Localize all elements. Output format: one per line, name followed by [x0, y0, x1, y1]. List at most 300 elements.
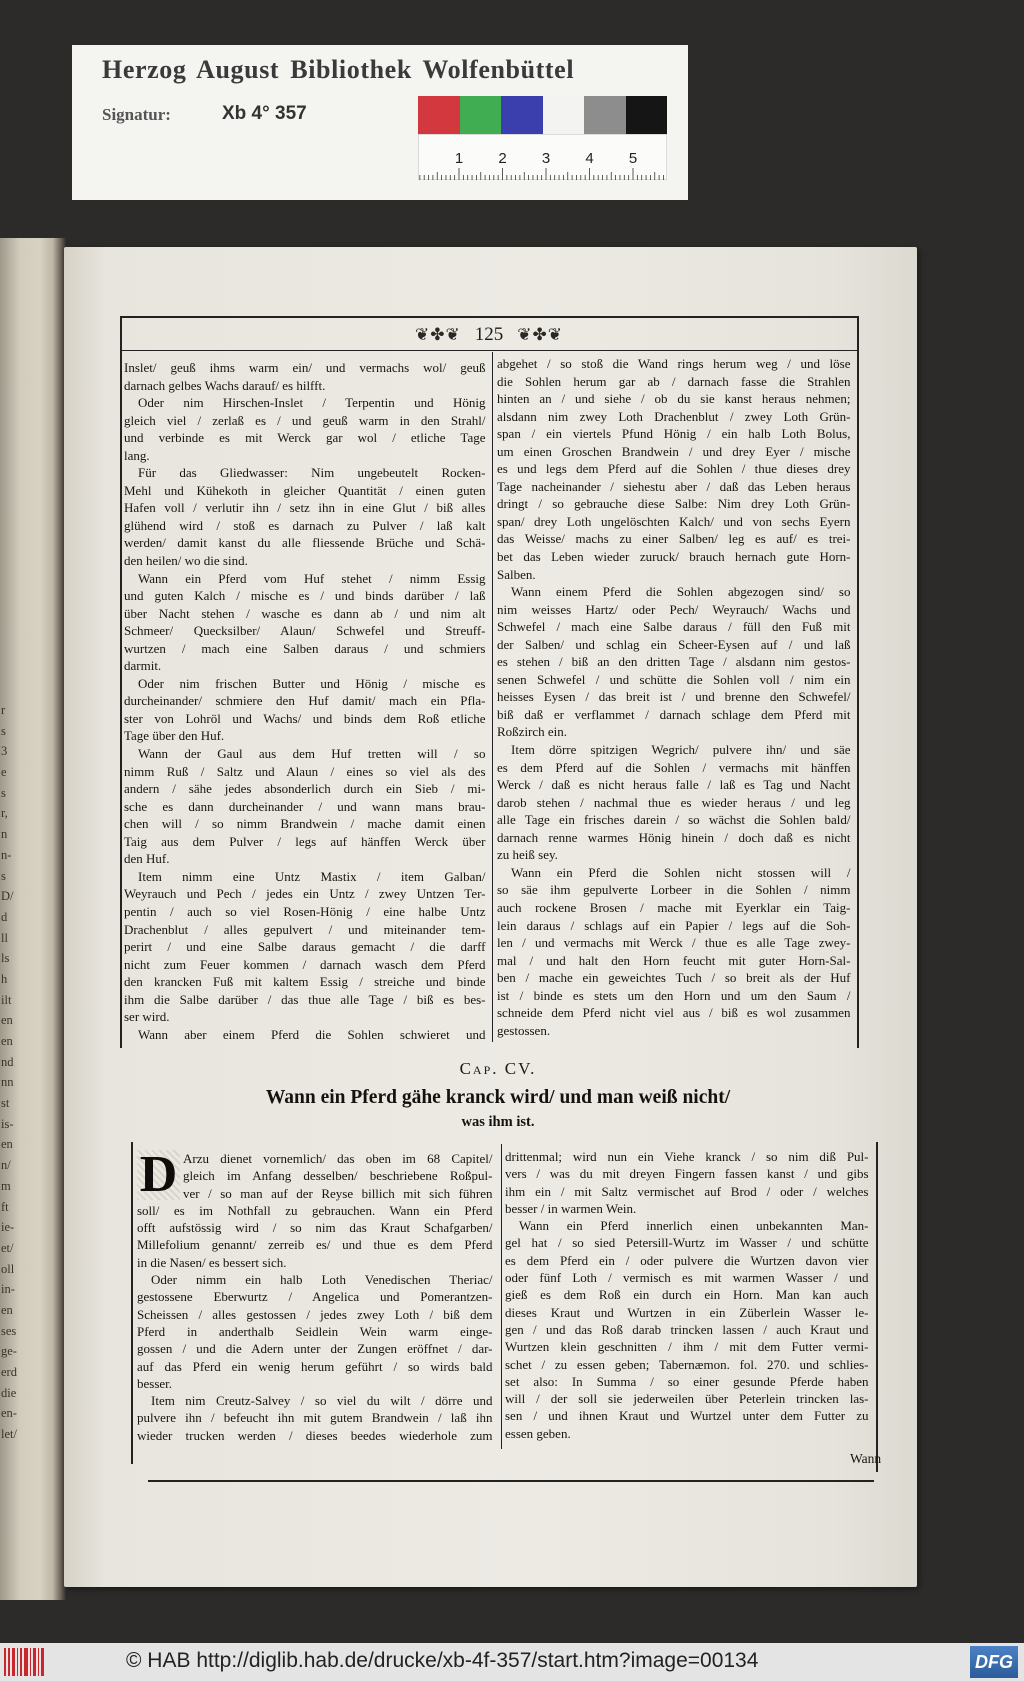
text-line	[505, 1252, 869, 1269]
paragraph-first-line	[505, 1217, 869, 1234]
chapter-title-line-1: Wann ein Pferd gähe kranck wird/ und man weiß nicht/	[265, 1087, 731, 1108]
line-text: und guten Kalch / mische es / und binds darüber / laß	[124, 588, 486, 604]
line-text: Item nimm eine Untz Mastix / item Galban/	[138, 868, 486, 884]
text-fragment: ses	[1, 1323, 17, 1338]
line-text: biß daß er verflammet / darnach schlage dem Pferd mit	[497, 706, 851, 722]
text-line	[124, 377, 486, 395]
text-fragment: nn	[1, 1075, 14, 1090]
ruler-label: 2	[498, 150, 507, 167]
text-line	[124, 517, 486, 535]
line-text: glühend wird / stoß es darnach zu Pulver / laß kalt	[124, 517, 486, 533]
text-line	[497, 987, 851, 1005]
line-text: und verbinde es mit Werck gar wol / etliche Tage	[124, 430, 486, 446]
text-line	[497, 530, 851, 548]
line-text: darmit.	[124, 658, 162, 674]
text-line	[505, 1390, 869, 1407]
color-patch	[584, 96, 626, 134]
facing-page-text-fragments	[1, 700, 31, 1445]
line-text: nim weisses Hartz/ oder Pech/ Weyrauch/ Wachs und	[497, 601, 851, 617]
text-fragment: die	[1, 1385, 17, 1400]
text-line	[505, 1165, 869, 1182]
text-line	[124, 499, 486, 517]
line-text: Wann ein Pferd die Sohlen nicht stossen will /	[511, 864, 851, 880]
text-fragment: ll	[1, 930, 8, 945]
line-text: nicht zum Feuer kommen / darnach wasch dem Pferd	[124, 956, 486, 972]
text-line	[124, 482, 486, 500]
upper-left-column	[124, 359, 486, 1043]
text-line	[124, 710, 486, 728]
text-line	[137, 1202, 493, 1219]
line-text: pentin / auch so viel Rosen-Hönig / eine halbe Untz	[124, 903, 486, 919]
text-line	[497, 495, 851, 513]
text-fragment: s	[1, 723, 6, 738]
text-line	[137, 1236, 493, 1253]
paragraph-first-line	[124, 868, 486, 886]
line-text: offt aufstössig wird / so nim das Kraut Schafgarben/	[137, 1220, 493, 1236]
text-line	[497, 881, 851, 899]
line-text: das Weisse/ machs zu einer Salben/ leg es auf/ es trei-	[497, 531, 851, 547]
color-patch	[460, 96, 502, 134]
line-text: essen geben.	[505, 1425, 571, 1441]
lower-column-divider	[501, 1144, 502, 1449]
upper-right-column	[497, 355, 851, 1039]
text-line	[497, 1022, 851, 1040]
line-text: ser wird.	[124, 1009, 170, 1025]
text-fragment: d	[1, 909, 8, 924]
line-text: darob stehen / nachmal thue es wieder heraus / und leg	[497, 794, 851, 810]
text-line	[124, 798, 486, 816]
line-text: schet / zu essen geben; Tabernæmon. fol. 270. und schlies-	[505, 1356, 869, 1372]
line-text: soll/ es im Nothfall zu gebrauchen. Wann ein Pferd	[137, 1202, 493, 1218]
text-line	[505, 1269, 869, 1286]
line-text: gestossene Eberwurtz / Angelica und Pomerantzen-	[137, 1289, 493, 1305]
chapter-title-line-2: was ihm ist.	[461, 1114, 535, 1130]
line-text: dringt / so gebrauche diese Salbe: Nim drey Loth Grün-	[497, 496, 851, 512]
line-text: Salben.	[497, 566, 536, 582]
line-text: wieder trucken werden / dieses beedes wiederhole zum	[137, 1427, 493, 1443]
text-fragment: erd	[1, 1365, 17, 1379]
dfg-logo: DFG	[970, 1646, 1018, 1678]
text-line	[124, 815, 486, 833]
running-head	[120, 321, 858, 349]
line-text: es stehen / biß an den dritten Tage / alsdann nim gestos-	[497, 654, 851, 670]
line-text: nimm Ruß / Saltz und Alaun / eines so viel als des	[124, 763, 486, 779]
text-line	[137, 1427, 493, 1444]
drop-cap: D	[137, 1150, 180, 1200]
text-line	[497, 618, 851, 636]
text-line	[505, 1234, 869, 1251]
text-fragment: s	[1, 868, 6, 883]
lower-right-column	[505, 1148, 869, 1442]
text-line	[497, 373, 851, 391]
text-line	[497, 969, 851, 987]
lower-frame-right-rule	[876, 1142, 878, 1472]
frame-top-rule	[120, 316, 858, 318]
line-text: perirt / und eine Salbe daraus gemacht / die darff	[124, 939, 486, 955]
copyright-url-link[interactable]: © HAB http://diglib.hab.de/drucke/xb-4f-357/start.htm?image=00134	[126, 1649, 759, 1672]
paragraph-first-line	[124, 1026, 486, 1044]
text-line	[497, 794, 851, 812]
line-text: Wann ein Pferd vom Huf stehet / nimm Essig	[138, 570, 486, 586]
line-text: über Nacht stehen / wasche es dann ab / und nim alt	[124, 605, 486, 621]
color-patch	[626, 96, 668, 134]
line-text: Wann der Gaul aus dem Huf tretten will / so	[138, 746, 486, 762]
floral-ornament-icon	[517, 325, 563, 345]
text-fragment: h	[1, 971, 8, 986]
text-fragment: e	[1, 765, 7, 780]
ruler-label: 4	[585, 150, 594, 167]
line-text: besser.	[137, 1375, 173, 1391]
text-line	[497, 548, 851, 566]
line-text: sen / und ihnen Kraut und Wurtzel unter dem Futter zu	[505, 1408, 869, 1424]
line-text: gen / und das Roß darab trincken lassen / auch Kraut und	[505, 1321, 869, 1337]
text-line	[124, 850, 486, 868]
line-text: besser / in warmen Wein.	[505, 1200, 637, 1216]
scale-ruler	[418, 134, 667, 180]
lower-left-column	[137, 1150, 493, 1444]
text-line	[124, 903, 486, 921]
text-line	[137, 1219, 493, 1236]
text-line	[124, 973, 486, 991]
text-line	[124, 622, 486, 640]
text-line	[497, 513, 851, 531]
column-divider	[492, 352, 493, 1042]
signature-label: Signatur:	[102, 105, 171, 124]
text-line	[124, 938, 486, 956]
library-header-card	[72, 45, 688, 200]
text-line	[497, 460, 851, 478]
line-text: lein daraus / schlags auf ein Papier / legs auf die Soh-	[497, 917, 851, 933]
line-text: alle Tage ein frisches darein / so wächst die Sohlen bald/	[497, 812, 851, 828]
text-line	[137, 1409, 493, 1426]
line-text: die Sohlen herum gar ab / darnach fasse die Strahlen	[497, 373, 851, 389]
line-text: Wann ein Pferd innerlich einen unbekannten Man-	[519, 1218, 869, 1234]
line-text: schneide dem Pferd nicht viel aus / biß es wol zusammen	[497, 1005, 851, 1021]
line-text: alsdann nim zwey Loth Drachenblut / zwey Loth Grün-	[497, 408, 851, 424]
line-text: Tage über den Huf.	[124, 728, 225, 744]
text-fragment: st	[1, 1096, 10, 1111]
line-text: gleich im Anfang desselben/ beschriebene Roßpul-	[183, 1168, 493, 1184]
text-fragment: et/	[1, 1240, 14, 1255]
line-text: es und legs dem Pferd auf die Sohlen / thue dieses drey	[497, 461, 851, 477]
line-text: ver / so man auf der Reyse billich mit sich führen	[183, 1185, 493, 1201]
text-fragment: ie-	[1, 1220, 15, 1235]
text-fragment: nd	[1, 1054, 14, 1069]
color-patch	[418, 96, 460, 134]
line-text: mal / und halt den Horn feucht mit guter Horn-Sal-	[497, 952, 851, 968]
text-line	[505, 1373, 869, 1390]
text-line	[497, 846, 851, 864]
text-fragment: en	[1, 1034, 13, 1048]
text-line	[497, 917, 851, 935]
text-fragment: ilt	[1, 992, 12, 1007]
text-line	[137, 1167, 493, 1184]
page-number: 125	[474, 324, 504, 345]
text-line	[124, 692, 486, 710]
line-text: Weyrauch und Pech / jedes ein Untz / zwey Untzen Ter-	[124, 886, 486, 902]
line-text: ist / binde es stets um den Horn und um den Saum /	[497, 987, 851, 1003]
line-text: es dem Pferd ein / oder pulvere die Wurtzen davon vier	[505, 1252, 869, 1268]
text-fragment: ls	[1, 951, 10, 966]
line-text: zu heiß sey.	[497, 847, 558, 863]
text-line	[497, 636, 851, 654]
text-line	[497, 934, 851, 952]
institution-name: Herzog August Bibliothek Wolfenbüttel	[102, 55, 575, 84]
line-text: durcheinander/ schmiere den Huf damit/ mach ein Pfla-	[124, 693, 486, 709]
line-text: in die Nasen/ es bessert sich.	[137, 1254, 287, 1270]
text-line	[137, 1375, 493, 1392]
paragraph-first-line	[124, 675, 486, 693]
text-line	[505, 1338, 869, 1355]
line-text: bet das Leben wieder zuruck/ brauch hernach gute Horn-	[497, 549, 851, 565]
line-text: gel hat / so sied Petersill-Wurtz im Wasser / und schütte	[505, 1235, 869, 1251]
line-text: gleich viel / zerlaß es / und geuß warm in den Strahl/	[124, 412, 486, 428]
line-text: darnach gelbes Wachs darauf/ es hilfft.	[124, 377, 326, 393]
line-text: abgehet / so stoß die Wand rings herum weg / und löse	[497, 356, 851, 371]
text-line	[497, 601, 851, 619]
text-line	[505, 1304, 869, 1321]
line-text: den krancken Fuß mit kaltem Essig / streiche und binde	[124, 974, 486, 990]
text-line	[124, 605, 486, 623]
text-line	[124, 763, 486, 781]
text-line	[497, 688, 851, 706]
book-page	[64, 247, 917, 1587]
color-patch	[543, 96, 585, 134]
facing-page	[0, 238, 66, 1600]
ruler-label: 1	[454, 150, 464, 167]
text-line	[124, 885, 486, 903]
text-line	[497, 443, 851, 461]
line-text: den Huf.	[124, 851, 170, 867]
floral-ornament-icon	[415, 325, 461, 345]
ruler-label: 3	[541, 150, 551, 167]
line-text: gossen / und die Adern unter der Zungen eröffnet / dar-	[137, 1341, 493, 1357]
paragraph-first-line	[124, 745, 486, 763]
text-line	[497, 776, 851, 794]
ruler-label: 5	[628, 150, 638, 167]
header-rule	[120, 350, 858, 351]
text-fragment: is-	[1, 1116, 14, 1131]
line-text: der Salben/ und schlag ein Scheer-Eysen auf / und laß	[497, 636, 851, 652]
text-fragment: oll	[1, 1261, 15, 1276]
line-text: dieses Kraut und Wurtzen in ein Züberlein Wasser le-	[505, 1304, 869, 1320]
line-text: Inslet/ geuß ihms warm ein/ und vermachs wol/ geuß	[124, 360, 486, 375]
line-text: Wurtzen klein geschnitten / ihm / mit dem Futter vermi-	[505, 1339, 869, 1355]
text-line	[505, 1425, 869, 1442]
text-line	[124, 534, 486, 552]
line-text: Item dörre spitzigen Wegrich/ pulvere ihn/ und säe	[511, 742, 851, 758]
line-text: Hafen voll / verlutir ihn / setz ihn in eine Glut / biß alles	[124, 500, 486, 516]
line-text: Werck / daß es nicht heraus falle / laß es Tag und Nacht	[497, 777, 851, 793]
text-line	[124, 727, 486, 745]
line-text: Drachenblut / alles gepulvert / und miteinander tem-	[124, 921, 486, 937]
line-text: Wann aber einem Pferd die Sohlen schwieret und	[138, 1026, 486, 1042]
lower-frame-left-rule	[131, 1142, 133, 1464]
paragraph-first-line	[497, 864, 851, 882]
text-line	[497, 408, 851, 426]
text-line	[124, 921, 486, 939]
line-text: span / ein viertels Pfund Hönig / ein halb Loth Bolus,	[497, 426, 851, 442]
text-line	[124, 447, 486, 465]
text-line	[497, 952, 851, 970]
text-fragment: en	[1, 1013, 13, 1028]
text-fragment: ft	[1, 1199, 9, 1214]
line-text: auf das Pferd ein wenig herum geführt / so wirds bald	[137, 1358, 493, 1374]
line-text: oder fünf Loth / vermisch es mit warmen Wasser / und	[505, 1270, 869, 1286]
paragraph-first-line	[124, 570, 486, 588]
line-text: so säe ihm gepulverte Lorbeer in die Sohlen / nimm	[497, 882, 851, 898]
text-line	[124, 640, 486, 658]
paragraph-first-line	[137, 1271, 493, 1288]
text-fragment: D/	[1, 889, 14, 904]
signature-value: Xb 4° 357	[222, 103, 307, 124]
text-fragment: r,	[1, 806, 8, 821]
line-text: den heilen/ wo die sind.	[124, 553, 248, 569]
paragraph-first-line	[137, 1150, 493, 1167]
text-fragment: 3	[1, 744, 8, 759]
line-text: Oder nimm ein halb Loth Venedischen Theriac/	[151, 1272, 493, 1288]
line-text: senen Schwefel / und schütte die Sohlen voll / nim ein	[497, 671, 851, 687]
viewer-footer	[0, 1643, 1024, 1681]
text-fragment: n	[1, 827, 8, 842]
text-line	[137, 1306, 493, 1323]
line-text: hinten an / und siehe / ob du sie kanst heraus nehmen;	[497, 391, 851, 407]
text-line	[124, 991, 486, 1009]
text-fragment: n/	[1, 1158, 11, 1173]
text-line	[505, 1407, 869, 1424]
line-text: ster von Lohröl und Wachs/ und binds dem Roß etliche	[124, 710, 486, 726]
text-line	[497, 478, 851, 496]
line-text: Item nim Creutz-Salvey / so viel du wilt / dörre und	[151, 1393, 493, 1409]
paragraph-first-line	[497, 355, 851, 373]
hab-logo-icon	[4, 1648, 44, 1676]
text-line	[124, 587, 486, 605]
text-line	[124, 429, 486, 447]
text-line	[124, 657, 486, 675]
text-line	[505, 1356, 869, 1373]
paragraph-first-line	[505, 1148, 869, 1165]
frame-left-rule	[120, 316, 122, 1048]
line-text: wurtzen / mach eine Salben daraus / und schmiers	[124, 640, 486, 656]
line-text: len / und vermachs mit Werck / thue es alle Tage zwey-	[497, 935, 851, 951]
text-line	[137, 1340, 493, 1357]
text-line	[497, 811, 851, 829]
line-text: drittenmal; wird nun ein Viehe kranck / so nim diß Pul-	[505, 1149, 869, 1164]
line-text: Schwefel / mach eine Salbe daraus / füll den Fuß mit	[497, 619, 851, 635]
catchword: Wann	[850, 1451, 882, 1466]
text-line	[124, 552, 486, 570]
text-line	[505, 1183, 869, 1200]
text-line	[137, 1288, 493, 1305]
text-fragment: m	[1, 1178, 11, 1193]
text-line	[124, 412, 486, 430]
line-text: Oder nim Hirschen-Inslet / Terpentin und Hönig	[138, 395, 486, 411]
line-text: Tage nacheinander / siehestu aber / daß das Leben heraus	[497, 478, 851, 494]
line-text: um einen Groschen Brandwein / und drey Eyer / mische	[497, 443, 851, 459]
text-line	[124, 956, 486, 974]
text-line	[505, 1286, 869, 1303]
line-text: Für das Gliedwasser: Nim ungebeutelt Rocken-	[138, 465, 486, 481]
color-calibration-chart	[418, 96, 667, 134]
line-text: Millefolium genannt/ zerreib es/ und thue es dem Pferd	[137, 1237, 493, 1253]
paragraph-first-line	[497, 583, 851, 601]
text-fragment: ge-	[1, 1344, 17, 1359]
line-text: werden/ damit kanst du alle fliessende Brüche und Schä-	[124, 535, 486, 551]
line-text: auch rockene Brosen / mache mit Eyerklar ein Taig-	[497, 899, 851, 915]
text-fragment: in-	[1, 1282, 15, 1297]
paragraph-first-line	[497, 741, 851, 759]
line-text: vers / was du mit dreyen Fingern fassen kanst / und gibs	[505, 1166, 869, 1182]
text-line	[497, 1004, 851, 1022]
text-line	[497, 566, 851, 584]
chapter-label: Cap. CV.	[459, 1059, 537, 1078]
text-fragment: r	[1, 703, 6, 717]
text-fragment: s	[1, 785, 6, 800]
text-line	[137, 1185, 493, 1202]
line-text: heisses Eysen / das breit ist / und brenne den Schwefel/	[497, 689, 851, 705]
text-line	[137, 1323, 493, 1340]
paragraph-first-line	[124, 359, 486, 377]
text-line	[137, 1254, 493, 1271]
text-line	[497, 723, 851, 741]
line-text: darnach renne warmes Hönig hinein / doch daß es nicht	[497, 829, 851, 845]
text-fragment: en	[1, 1302, 13, 1317]
line-text: es dem Pferd auf die Sohlen / vermachs mit hänffen	[497, 759, 851, 775]
line-text: sche es dann durcheinander / und wann mans brau-	[124, 798, 486, 814]
line-text: Arzu dienet vornemlich/ das oben im 68 Capitel/	[183, 1151, 493, 1166]
line-text: gieß es dem Roß ein durch ein Horn. Man kan auch	[505, 1287, 869, 1303]
text-line	[497, 390, 851, 408]
paragraph-first-line	[137, 1392, 493, 1409]
text-fragment: en	[1, 1137, 13, 1152]
text-line	[497, 899, 851, 917]
text-line	[497, 425, 851, 443]
text-line	[124, 1008, 486, 1026]
paragraph-first-line	[124, 464, 486, 482]
color-patch	[501, 96, 543, 134]
text-fragment: n-	[1, 847, 12, 862]
line-text: Mehl und Kühekoth in gleicher Quantität / einen guten	[124, 482, 486, 498]
line-text: ben / mache ein geweichtes Tuch / so breit als der Huf	[497, 970, 851, 986]
line-text: lang.	[124, 447, 150, 463]
bottom-rule	[148, 1480, 874, 1482]
line-text: ihm ein / mit Saltz vermischet auf Brod / oder / welches	[505, 1183, 869, 1199]
line-text: Pferd in anderthalb Seidlein Wein warm einge-	[137, 1323, 493, 1339]
text-line	[137, 1358, 493, 1375]
line-text: gestossen.	[497, 1022, 551, 1038]
text-line	[505, 1200, 869, 1217]
line-text: Scheissen / alles gestossen / jedes zwey Loth / biß dem	[137, 1306, 493, 1322]
line-text: pulvere ihn / befeucht ihn mit gutem Brandwein / laß ihn	[137, 1410, 493, 1426]
line-text: Roßzirch ein.	[497, 724, 568, 740]
line-text: ihm die Salbe darüber / das thue alle Tage / biß es bes-	[124, 991, 486, 1007]
text-line	[497, 671, 851, 689]
frame-right-rule	[857, 316, 859, 1048]
text-line	[505, 1321, 869, 1338]
line-text: Taig aus dem Pulver / legs auf hänffen Werck über	[124, 833, 486, 849]
line-text: chen will / so nimm Brandwein / mache damit einen	[124, 816, 486, 832]
text-line	[124, 833, 486, 851]
text-line	[497, 706, 851, 724]
text-line	[497, 653, 851, 671]
text-line	[497, 759, 851, 777]
line-text: Oder nim frischen Butter und Hönig / mische es	[138, 675, 486, 691]
line-text: andern / sähe jedes absonderlich durch ein Sieb / mi-	[124, 781, 486, 797]
text-fragment: en-	[1, 1406, 17, 1421]
line-text: Schmeer/ Quecksilber/ Alaun/ Schwefel und Streuff-	[124, 623, 486, 639]
line-text: will / der soll sie jederweilen über Peterlein trincken las-	[505, 1391, 869, 1407]
text-fragment: let/	[1, 1427, 17, 1442]
